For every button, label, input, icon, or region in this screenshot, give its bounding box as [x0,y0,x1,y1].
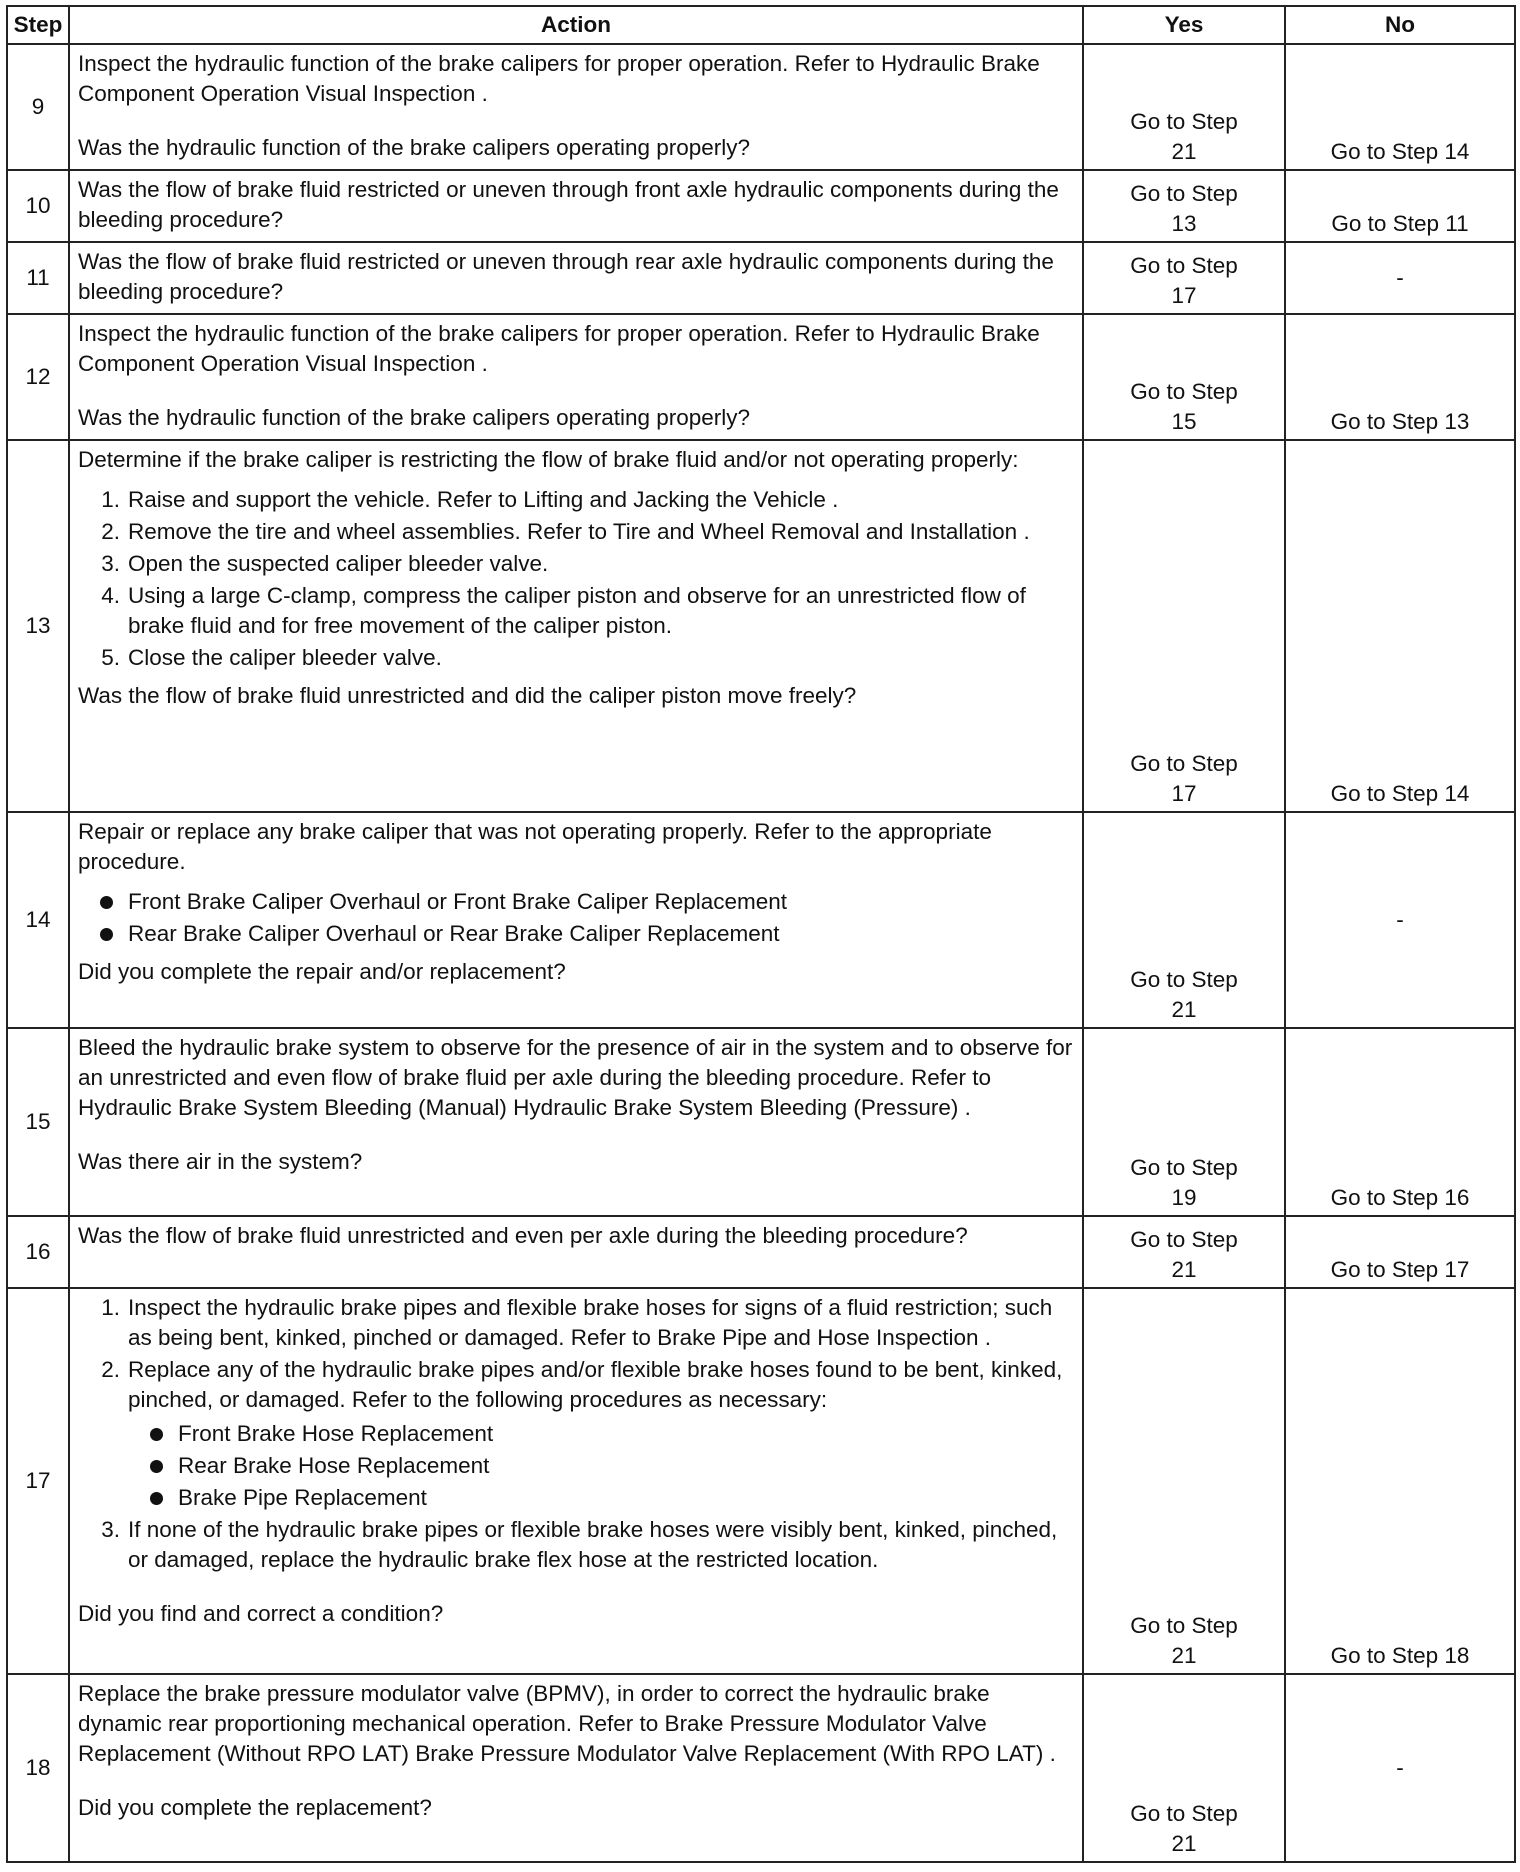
diagnostic-table [6,5,1516,1863]
no-cell: - [1285,242,1515,314]
yes-label: Go to Step [1130,109,1238,134]
action-text: Replace the brake pressure modulator valve (BPMV), in order to correct the hydraulic brake dynamic rear proportioning mechanical operation. Refer to Brake Pressure Modulator Valve Replacement (Without RPO LAT) Brake Pressure Modulator Valve Replacement (With RPO LAT) . [78,1681,1056,1766]
header-action: Action [69,6,1083,44]
no-cell: - [1285,1674,1515,1862]
yes-label: Go to Step [1130,181,1238,206]
bullet-icon [150,1492,163,1505]
yes-cell [1083,314,1285,440]
action-text: Bleed the hydraulic brake system to observe for the presence of air in the system and to observe for an unrestricted and even flow of brake fluid per axle during the bleeding procedure. Refer to Hydraulic Brake System Bleeding (Manual) Hydraulic Brake System Bleeding (Pressure) . [78,1035,1073,1120]
yes-cell [1083,170,1285,242]
table-row [7,314,1515,440]
no-cell: Go to Step 13 [1285,314,1515,440]
action-cell [69,1028,1083,1216]
step-number: 9 [7,44,69,170]
yes-cell [1083,44,1285,170]
no-cell: Go to Step 14 [1285,44,1515,170]
bullet-icon [100,928,113,941]
yes-step: 13 [1171,211,1197,236]
header-step: Step [7,6,69,44]
no-cell: Go to Step 11 [1285,170,1515,242]
list-item: Front Brake Hose Replacement [128,1419,1076,1449]
yes-step: 21 [1171,1643,1197,1668]
bullet-icon [100,896,113,909]
action-text: Determine if the brake caliper is restricting the flow of brake fluid and/or not operating properly: [78,447,1019,472]
action-cell [69,314,1083,440]
action-cell [69,1288,1083,1674]
table-row [7,242,1515,314]
yes-step: 21 [1171,997,1197,1022]
numbered-list [78,1293,1076,1575]
step-number: 18 [7,1674,69,1862]
list-item: Rear Brake Caliper Overhaul or Rear Brake Caliper Replacement [78,919,1076,949]
table-row [7,1216,1515,1288]
yes-label: Go to Step [1130,253,1238,278]
header-row [7,6,1515,44]
yes-label: Go to Step [1130,751,1238,776]
step-number: 14 [7,812,69,1028]
yes-cell [1083,812,1285,1028]
action-text: Inspect the hydraulic function of the brake calipers for proper operation. Refer to Hydraulic Brake Component Operation Visual Inspection . [78,51,1040,106]
yes-step: 21 [1171,1257,1197,1282]
yes-label: Go to Step [1130,1801,1238,1826]
yes-step: 15 [1171,409,1197,434]
yes-step: 17 [1171,283,1197,308]
header-no: No [1285,6,1515,44]
table-row [7,812,1515,1028]
step-number: 12 [7,314,69,440]
numbered-list [78,485,1076,673]
step-number: 11 [7,242,69,314]
question-text: Was there air in the system? [78,1149,363,1174]
yes-label: Go to Step [1130,967,1238,992]
action-text: Inspect the hydraulic function of the brake calipers for proper operation. Refer to Hydraulic Brake Component Operation Visual Inspection . [78,321,1040,376]
action-cell [69,170,1083,242]
question-text: Did you find and correct a condition? [78,1601,444,1626]
yes-step: 21 [1171,139,1197,164]
yes-label: Go to Step [1130,1227,1238,1252]
yes-cell [1083,1674,1285,1862]
question-text: Did you complete the repair and/or replacement? [78,959,566,984]
table-row [7,170,1515,242]
bullet-list [128,1419,1076,1513]
yes-label: Go to Step [1130,1155,1238,1180]
question-text: Was the flow of brake fluid unrestricted and even per axle during the bleeding procedure? [78,1223,968,1248]
action-cell [69,812,1083,1028]
list-item: 1. Inspect the hydraulic brake pipes and flexible brake hoses for signs of a fluid restriction; such as being bent, kinked, pinched or damaged. Refer to Brake Pipe and Hose Inspection . [101,1295,1053,1350]
no-cell: Go to Step 14 [1285,440,1515,812]
yes-cell [1083,1288,1285,1674]
yes-cell [1083,440,1285,812]
no-cell: Go to Step 18 [1285,1288,1515,1674]
action-cell [69,1216,1083,1288]
action-cell [69,242,1083,314]
step-number: 15 [7,1028,69,1216]
question-text: Was the flow of brake fluid restricted or uneven through rear axle hydraulic components during the bleeding procedure? [78,249,1054,304]
step-number: 13 [7,440,69,812]
action-cell [69,44,1083,170]
table-row [7,1288,1515,1674]
yes-step: 19 [1171,1185,1197,1210]
step-number: 16 [7,1216,69,1288]
list-item: Front Brake Caliper Overhaul or Front Brake Caliper Replacement [78,887,1076,917]
yes-cell [1083,1028,1285,1216]
list-item: 3. If none of the hydraulic brake pipes or flexible brake hoses were visibly bent, kinked, pinched, or damaged, replace the hydraulic brake flex hose at the restricted location. [101,1517,1058,1572]
yes-step: 21 [1171,1831,1197,1856]
bullet-list [78,887,1076,949]
no-cell: Go to Step 16 [1285,1028,1515,1216]
table-row [7,1674,1515,1862]
list-item: Rear Brake Hose Replacement [128,1451,1076,1481]
list-item: Brake Pipe Replacement [128,1483,1076,1513]
yes-label: Go to Step [1130,1613,1238,1638]
yes-cell [1083,1216,1285,1288]
table-row [7,440,1515,812]
bullet-icon [150,1428,163,1441]
list-item: 2. Remove the tire and wheel assemblies. Refer to Tire and Wheel Removal and Installation . [101,519,1030,544]
list-item: 3. Open the suspected caliper bleeder valve. [101,551,549,576]
step-number: 17 [7,1288,69,1674]
question-text: Was the hydraulic function of the brake calipers operating properly? [78,135,751,160]
no-cell: Go to Step 17 [1285,1216,1515,1288]
yes-step: 17 [1171,781,1197,806]
yes-label: Go to Step [1130,379,1238,404]
question-text: Was the hydraulic function of the brake calipers operating properly? [78,405,751,430]
list-item: 5. Close the caliper bleeder valve. [101,645,442,670]
action-text: Repair or replace any brake caliper that was not operating properly. Refer to the appropriate procedure. [78,819,992,874]
list-item: 2. Replace any of the hydraulic brake pipes and/or flexible brake hoses found to be bent, kinked, pinched, or damaged. Refer to the following procedures as necessary: Front Brake Hose Replacement Rear Brake Hose Replacement Brake Pipe Replacement [78,1355,1076,1513]
bullet-icon [150,1460,163,1473]
list-item: 1. Raise and support the vehicle. Refer to Lifting and Jacking the Vehicle . [101,487,839,512]
header-yes: Yes [1083,6,1285,44]
question-text: Was the flow of brake fluid unrestricted and did the caliper piston move freely? [78,683,857,708]
list-item: 4. Using a large C-clamp, compress the caliper piston and observe for an unrestricted flow of brake fluid and for free movement of the caliper piston. [101,583,1026,638]
question-text: Did you complete the replacement? [78,1795,432,1820]
step-number: 10 [7,170,69,242]
no-cell: - [1285,812,1515,1028]
question-text: Was the flow of brake fluid restricted or uneven through front axle hydraulic components during the bleeding procedure? [78,177,1059,232]
table-row [7,1028,1515,1216]
action-cell [69,1674,1083,1862]
action-cell [69,440,1083,812]
yes-cell [1083,242,1285,314]
table-row [7,44,1515,170]
